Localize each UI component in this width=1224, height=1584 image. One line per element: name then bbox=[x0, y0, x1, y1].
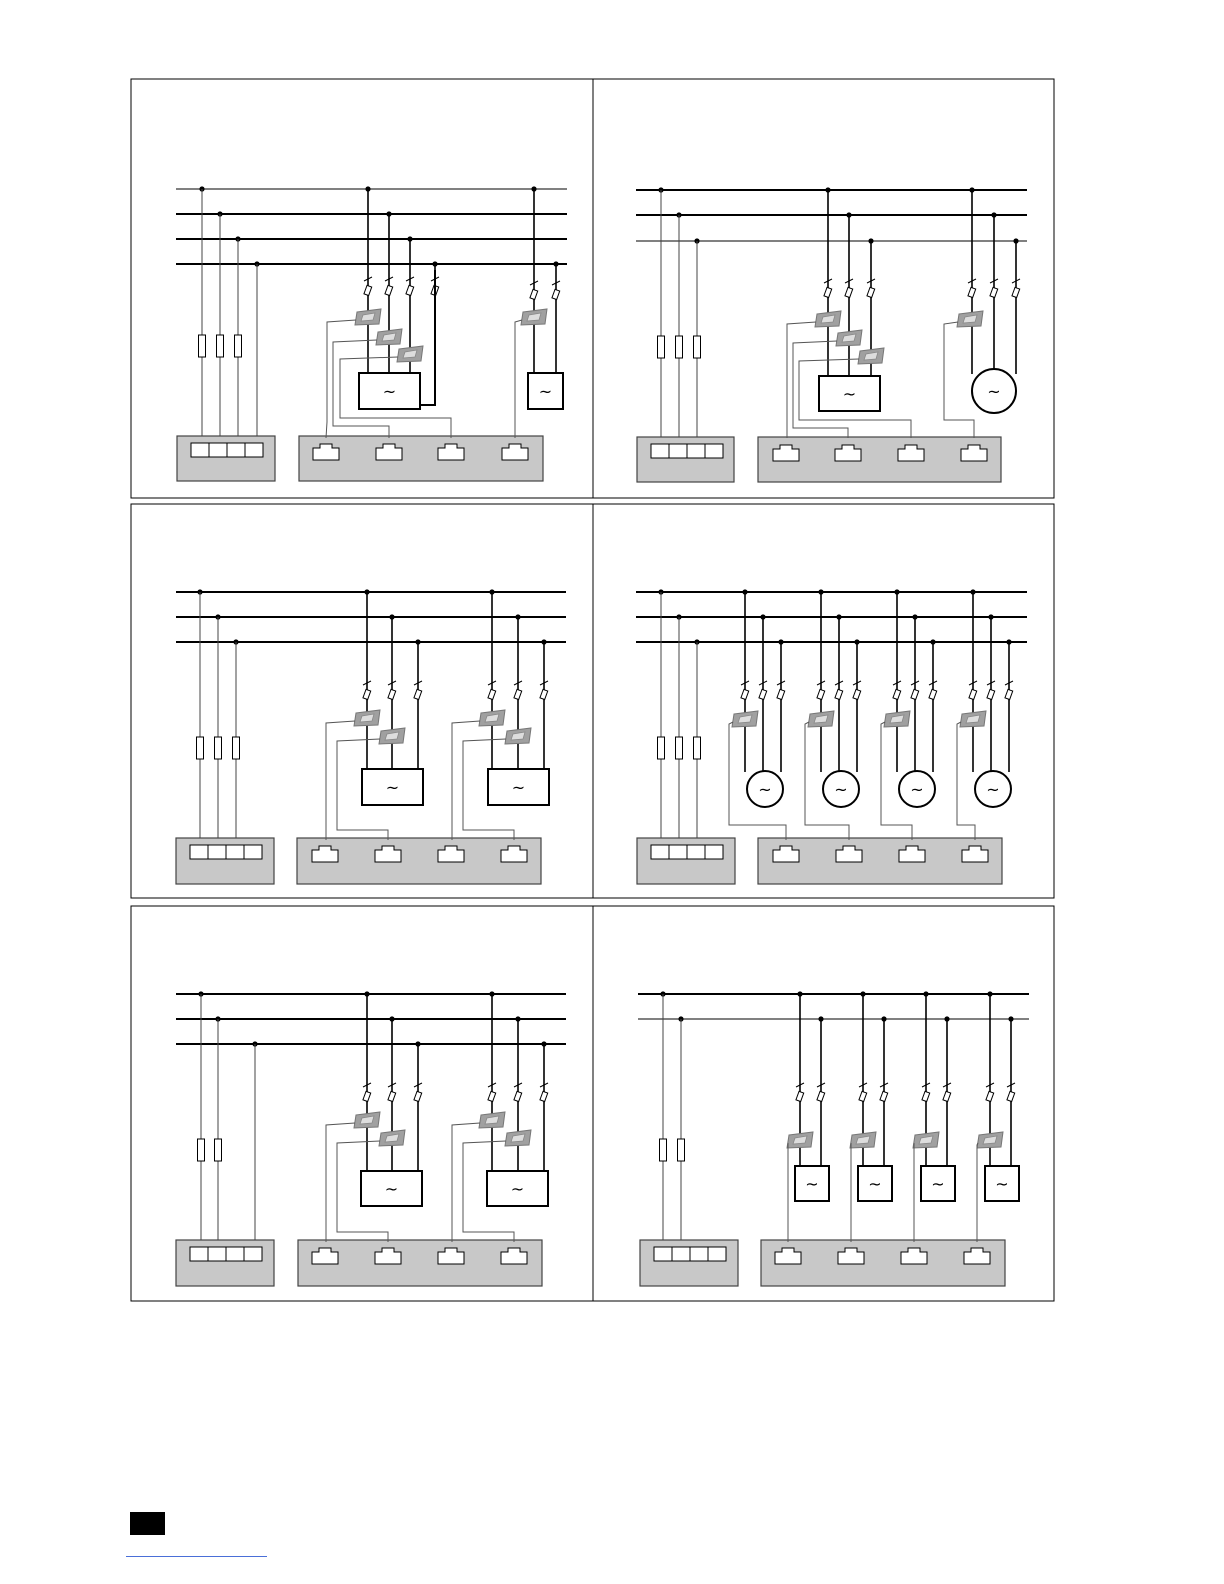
current-module bbox=[297, 838, 541, 884]
breaker-body bbox=[363, 1091, 371, 1101]
ct-signal-wire bbox=[787, 322, 816, 438]
breaker-body bbox=[922, 1091, 930, 1101]
current-transformer-icon bbox=[397, 346, 423, 362]
breaker-body bbox=[929, 689, 937, 699]
breaker-body bbox=[943, 1091, 951, 1101]
generator-symbol: ~ bbox=[511, 778, 526, 797]
fuse-icon bbox=[197, 737, 204, 759]
panel-border bbox=[131, 79, 593, 498]
breaker-body bbox=[540, 689, 548, 699]
motor-symbol: ~ bbox=[987, 382, 1001, 401]
breaker-body bbox=[817, 689, 825, 699]
breaker-body bbox=[911, 689, 919, 699]
breaker-body bbox=[488, 689, 496, 699]
breaker-body bbox=[414, 1091, 422, 1101]
generator-icon bbox=[528, 373, 563, 409]
current-module bbox=[758, 437, 1001, 482]
current-module bbox=[758, 838, 1002, 884]
current-transformer-icon bbox=[808, 711, 834, 727]
breaker-body bbox=[968, 287, 976, 297]
current-transformer-icon bbox=[379, 728, 405, 744]
breaker-body bbox=[540, 1091, 548, 1101]
current-transformer-icon bbox=[505, 728, 531, 744]
breaker-body bbox=[759, 689, 767, 699]
motor-symbol: ~ bbox=[758, 780, 772, 799]
ct-signal-wire bbox=[515, 320, 522, 438]
fuse-icon bbox=[694, 336, 701, 358]
voltage-module bbox=[176, 838, 274, 884]
breaker-body bbox=[1007, 1091, 1015, 1101]
breaker-body bbox=[817, 1091, 825, 1101]
page-number-tab bbox=[130, 1512, 165, 1535]
generator-icon bbox=[362, 769, 423, 805]
fuse-icon bbox=[217, 335, 224, 357]
current-module bbox=[299, 436, 543, 481]
generator-symbol: ~ bbox=[805, 1174, 819, 1194]
motor-icon bbox=[899, 771, 935, 807]
voltage-input-cell bbox=[687, 444, 705, 458]
breaker-body bbox=[969, 689, 977, 699]
voltage-input-cell bbox=[191, 443, 209, 457]
breaker-body bbox=[530, 289, 538, 299]
voltage-input-cell bbox=[227, 443, 245, 457]
generator-icon bbox=[921, 1166, 955, 1201]
breaker-body bbox=[552, 289, 560, 299]
fuse-icon bbox=[198, 1139, 205, 1161]
generator-icon bbox=[487, 1171, 548, 1206]
motor-symbol: ~ bbox=[986, 780, 1000, 799]
breaker-body bbox=[364, 285, 372, 295]
generator-icon bbox=[488, 769, 549, 805]
panel-border bbox=[593, 79, 1054, 498]
panel-2-2 bbox=[593, 504, 1054, 898]
breaker-body bbox=[406, 285, 414, 295]
current-transformer-icon bbox=[732, 711, 758, 727]
generator-symbol: ~ bbox=[538, 382, 553, 401]
voltage-input-cell bbox=[226, 845, 244, 859]
current-transformer-icon bbox=[355, 309, 381, 325]
voltage-input-cell bbox=[209, 443, 227, 457]
voltage-input-cell bbox=[654, 1247, 672, 1261]
voltage-module bbox=[176, 1240, 274, 1286]
breaker-body bbox=[363, 689, 371, 699]
breaker-body bbox=[853, 689, 861, 699]
current-transformer-icon bbox=[913, 1132, 939, 1148]
breaker-body bbox=[796, 1091, 804, 1101]
fuse-icon bbox=[233, 737, 240, 759]
voltage-input-cell bbox=[244, 1247, 262, 1261]
breaker-body bbox=[986, 1091, 994, 1101]
generator-symbol: ~ bbox=[868, 1174, 882, 1194]
generator-symbol: ~ bbox=[842, 384, 857, 404]
voltage-input-cell bbox=[672, 1247, 690, 1261]
fuse-icon bbox=[676, 737, 683, 759]
fuse-icon bbox=[199, 335, 206, 357]
current-transformer-icon bbox=[479, 710, 505, 726]
panel-3-1 bbox=[131, 906, 593, 1301]
breaker-body bbox=[1005, 689, 1013, 699]
generator-icon bbox=[359, 373, 420, 409]
voltage-input-cell bbox=[651, 845, 669, 859]
current-transformer-icon bbox=[957, 311, 983, 327]
current-transformer-icon bbox=[960, 711, 986, 727]
generator-symbol: ~ bbox=[384, 1179, 399, 1199]
current-transformer-icon bbox=[379, 1130, 405, 1146]
breaker-body bbox=[388, 689, 396, 699]
voltage-module bbox=[637, 437, 734, 482]
motor-symbol: ~ bbox=[910, 780, 924, 799]
motor-symbol: ~ bbox=[834, 780, 848, 799]
voltage-input-cell bbox=[705, 845, 723, 859]
generator-symbol: ~ bbox=[995, 1174, 1009, 1194]
voltage-module bbox=[177, 436, 275, 481]
breaker-body bbox=[388, 1091, 396, 1101]
motor-icon bbox=[972, 369, 1016, 413]
ct-signal-wire bbox=[326, 721, 355, 840]
fuse-icon bbox=[658, 737, 665, 759]
breaker-body bbox=[893, 689, 901, 699]
panel-1-2 bbox=[593, 79, 1054, 498]
generator-symbol: ~ bbox=[510, 1179, 525, 1199]
fuse-icon bbox=[676, 336, 683, 358]
generator-symbol: ~ bbox=[931, 1174, 945, 1194]
current-transformer-icon bbox=[354, 1112, 380, 1128]
fuse-icon bbox=[235, 335, 242, 357]
current-transformer-icon bbox=[977, 1132, 1003, 1148]
fuse-icon bbox=[694, 737, 701, 759]
fuse-icon bbox=[215, 1139, 222, 1161]
voltage-input-cell bbox=[705, 444, 723, 458]
voltage-module bbox=[637, 838, 735, 884]
breaker-body bbox=[514, 689, 522, 699]
voltage-input-cell bbox=[690, 1247, 708, 1261]
breaker-body bbox=[488, 1091, 496, 1101]
breaker-body bbox=[845, 287, 853, 297]
generator-icon bbox=[361, 1171, 422, 1206]
current-transformer-icon bbox=[376, 329, 402, 345]
panel-1-1 bbox=[131, 79, 593, 498]
current-transformer-icon bbox=[505, 1130, 531, 1146]
voltage-input-cell bbox=[208, 845, 226, 859]
panel-2-1 bbox=[131, 504, 593, 898]
breaker-body bbox=[514, 1091, 522, 1101]
generator-icon bbox=[819, 376, 880, 411]
current-module bbox=[761, 1240, 1005, 1286]
fuse-icon bbox=[660, 1139, 667, 1161]
breaker-body bbox=[385, 285, 393, 295]
current-module bbox=[298, 1240, 542, 1286]
motor-icon bbox=[975, 771, 1011, 807]
footer-rule bbox=[126, 1556, 267, 1557]
ct-signal-wire bbox=[452, 1123, 480, 1242]
ct-signal-wire bbox=[326, 320, 356, 438]
panel-3-2 bbox=[593, 906, 1054, 1301]
generator-icon bbox=[985, 1166, 1019, 1201]
voltage-input-cell bbox=[244, 845, 262, 859]
breaker-body bbox=[987, 689, 995, 699]
current-transformer-icon bbox=[836, 330, 862, 346]
breaker-body bbox=[824, 287, 832, 297]
motor-icon bbox=[747, 771, 783, 807]
fuse-icon bbox=[678, 1139, 685, 1161]
breaker-body bbox=[741, 689, 749, 699]
current-transformer-icon bbox=[787, 1132, 813, 1148]
voltage-module bbox=[640, 1240, 738, 1286]
breaker-body bbox=[414, 689, 422, 699]
breaker-body bbox=[835, 689, 843, 699]
voltage-input-cell bbox=[208, 1247, 226, 1261]
breaker-body bbox=[1012, 287, 1020, 297]
voltage-input-cell bbox=[669, 845, 687, 859]
generator-symbol: ~ bbox=[385, 778, 400, 797]
breaker-body bbox=[880, 1091, 888, 1101]
generator-icon bbox=[795, 1166, 829, 1201]
voltage-input-cell bbox=[190, 1247, 208, 1261]
voltage-input-cell bbox=[226, 1247, 244, 1261]
current-transformer-icon bbox=[354, 710, 380, 726]
voltage-input-cell bbox=[687, 845, 705, 859]
current-transformer-icon bbox=[850, 1132, 876, 1148]
voltage-input-cell bbox=[245, 443, 263, 457]
voltage-input-cell bbox=[669, 444, 687, 458]
voltage-input-cell bbox=[708, 1247, 726, 1261]
ct-signal-wire bbox=[944, 322, 974, 438]
ct-signal-wire bbox=[452, 721, 480, 840]
breaker-body bbox=[990, 287, 998, 297]
breaker-body bbox=[777, 689, 785, 699]
voltage-input-cell bbox=[190, 845, 208, 859]
breaker-body bbox=[867, 287, 875, 297]
current-transformer-icon bbox=[815, 311, 841, 327]
current-transformer-icon bbox=[521, 309, 547, 325]
breaker-body bbox=[859, 1091, 867, 1101]
current-transformer-icon bbox=[858, 348, 884, 364]
generator-icon bbox=[858, 1166, 892, 1201]
ct-signal-wire bbox=[326, 1123, 355, 1242]
ct-signal-wire bbox=[977, 1143, 978, 1242]
current-transformer-icon bbox=[884, 711, 910, 727]
fuse-icon bbox=[658, 336, 665, 358]
motor-icon bbox=[823, 771, 859, 807]
generator-symbol: ~ bbox=[382, 382, 397, 401]
fuse-icon bbox=[215, 737, 222, 759]
current-transformer-icon bbox=[479, 1112, 505, 1128]
voltage-input-cell bbox=[651, 444, 669, 458]
